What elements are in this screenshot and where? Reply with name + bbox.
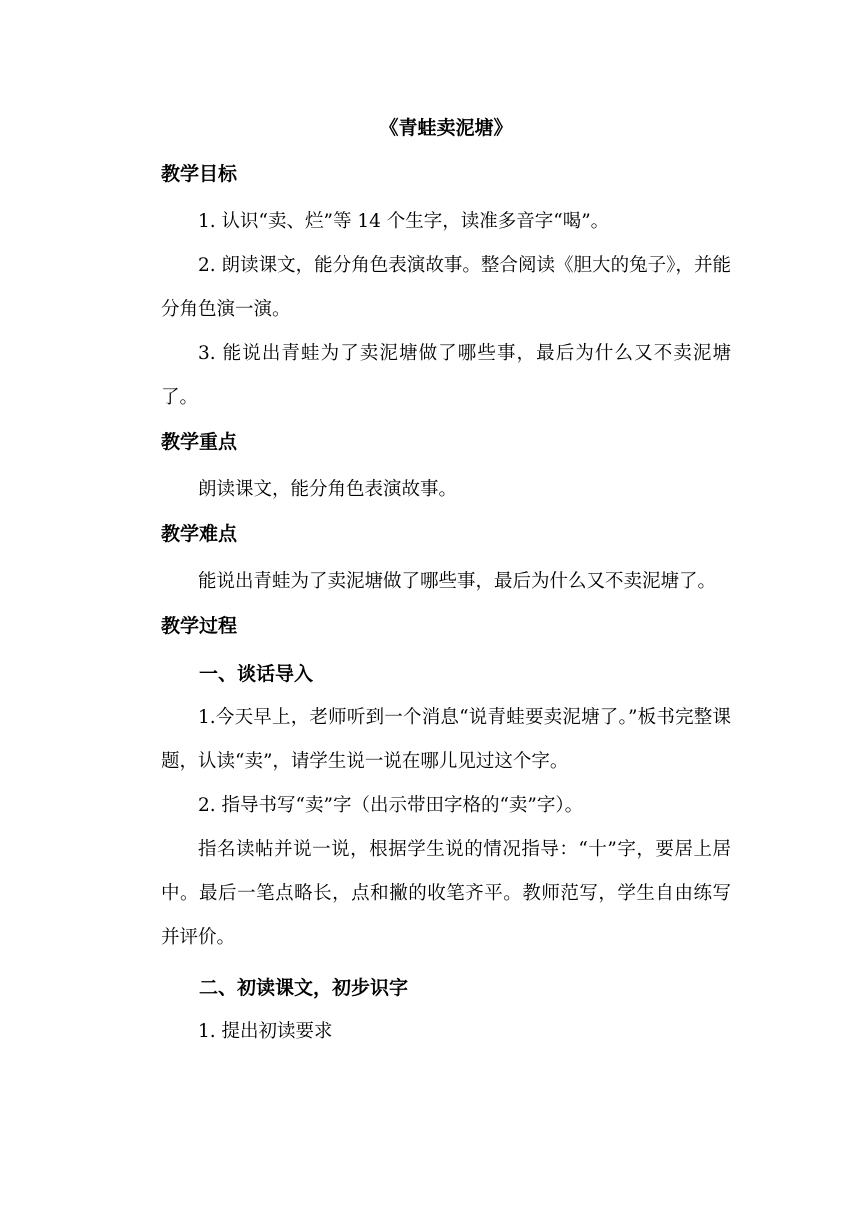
key-points-text: 朗读课文，能分角色表演故事。 [198,479,458,500]
section-2-paragraph-1: 1. 提出初读要求 [198,1021,333,1042]
document-title: 《青蛙卖泥塘》 [379,117,513,139]
process-heading: 教学过程 [161,615,238,637]
document-page [161,112,731,1054]
section-2-title: 二、初读课文，初步识字 [199,977,409,999]
section-1-paragraph-1: 1.今天早上，老师听到一个消息“说青蛙要卖泥塘了。”板书完整课题，认读“卖”，请学生说一说在哪儿见过这个字。 [161,707,731,772]
difficulties-heading: 教学难点 [161,523,238,545]
objective-item-3: 3. 能说出青蛙为了卖泥塘做了哪些事，最后为什么又不卖泥塘了。 [161,343,731,408]
objective-item-1: 1. 认识“卖、烂”等 14 个生字，读准多音字“喝”。 [198,211,610,232]
section-1-paragraph-3: 指名读帖并说一说，根据学生说的情况指导：“十”字，要居上居中。最后一笔点略长，点和撇的收笔齐平。教师范写，学生自由练写并评价。 [161,839,731,948]
objectives-heading: 教学目标 [161,163,238,185]
key-points-heading: 教学重点 [161,431,238,453]
section-1-title: 一、谈话导入 [199,663,314,685]
objective-item-2: 2. 朗读课文，能分角色表演故事。整合阅读《胆大的兔子》，并能分角色演一演。 [161,255,731,320]
difficulties-text: 能说出青蛙为了卖泥塘做了哪些事，最后为什么又不卖泥塘了。 [198,571,717,592]
section-1-paragraph-2: 2. 指导书写“卖”字（出示带田字格的“卖”字）。 [198,795,584,816]
